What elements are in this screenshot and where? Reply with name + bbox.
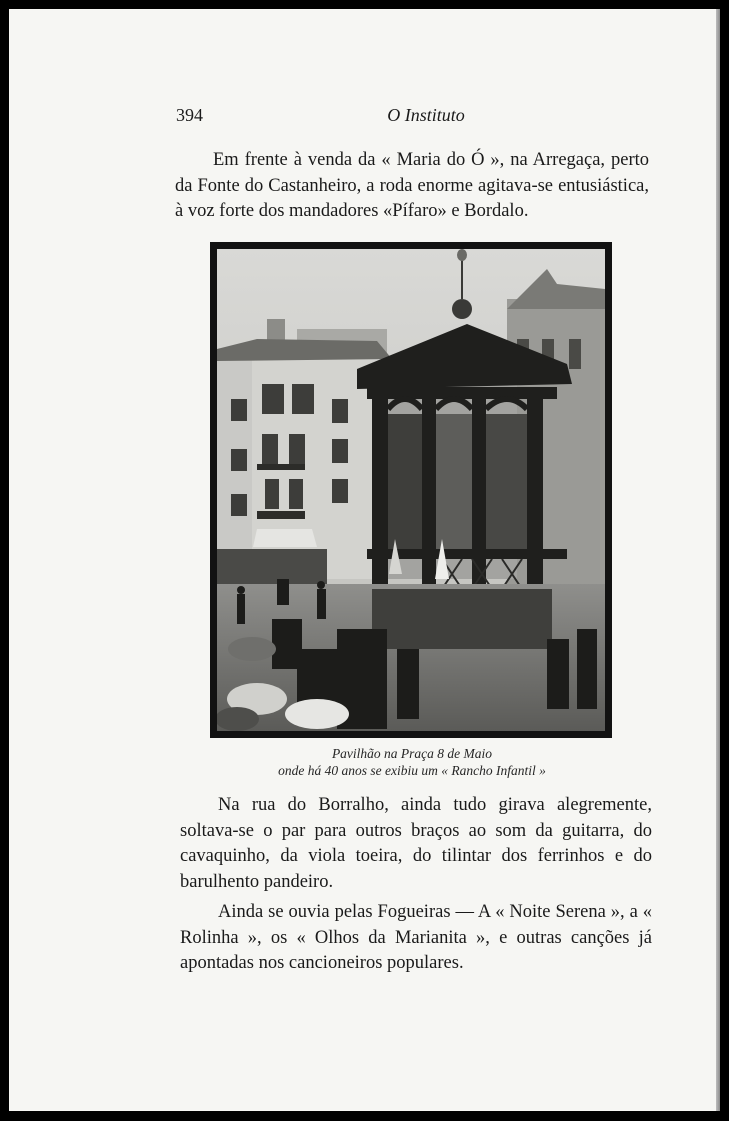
photo-caption-line-1: Pavilhão na Praça 8 de Maio <box>331 746 493 761</box>
photo-caption-line-2: onde há 40 anos se exibiu um « Rancho Infantil » <box>278 763 546 778</box>
running-title: O Instituto <box>387 105 465 125</box>
paragraph-2: Na rua do Borralho, ainda tudo girava alegremente, soltava-se o par para outros braços ao som da guitarra, do cavaquinho, da viola toeira, do tilintar dos ferrinhos e do barulhento pandeiro. <box>180 795 652 892</box>
photograph-image <box>217 249 605 731</box>
document-page <box>9 9 720 1111</box>
page-edge-shadow <box>716 9 720 1111</box>
paragraph-1: Em frente à venda da « Maria do Ó », na Arregaça, perto da Fonte do Castanheiro, a roda enorme agitava-se entusiástica, à voz forte dos mandadores «Pífaro» e Bordalo. <box>175 150 649 221</box>
paragraph-3: Ainda se ouvia pelas Fogueiras — A « Noite Serena », a « Rolinha », os « Olhos da Marianita », e outras canções já apontadas nos cancioneiros populares. <box>180 902 652 973</box>
photograph-pavilion <box>210 242 612 738</box>
page-number: 394 <box>176 105 203 125</box>
page-header <box>176 105 652 129</box>
